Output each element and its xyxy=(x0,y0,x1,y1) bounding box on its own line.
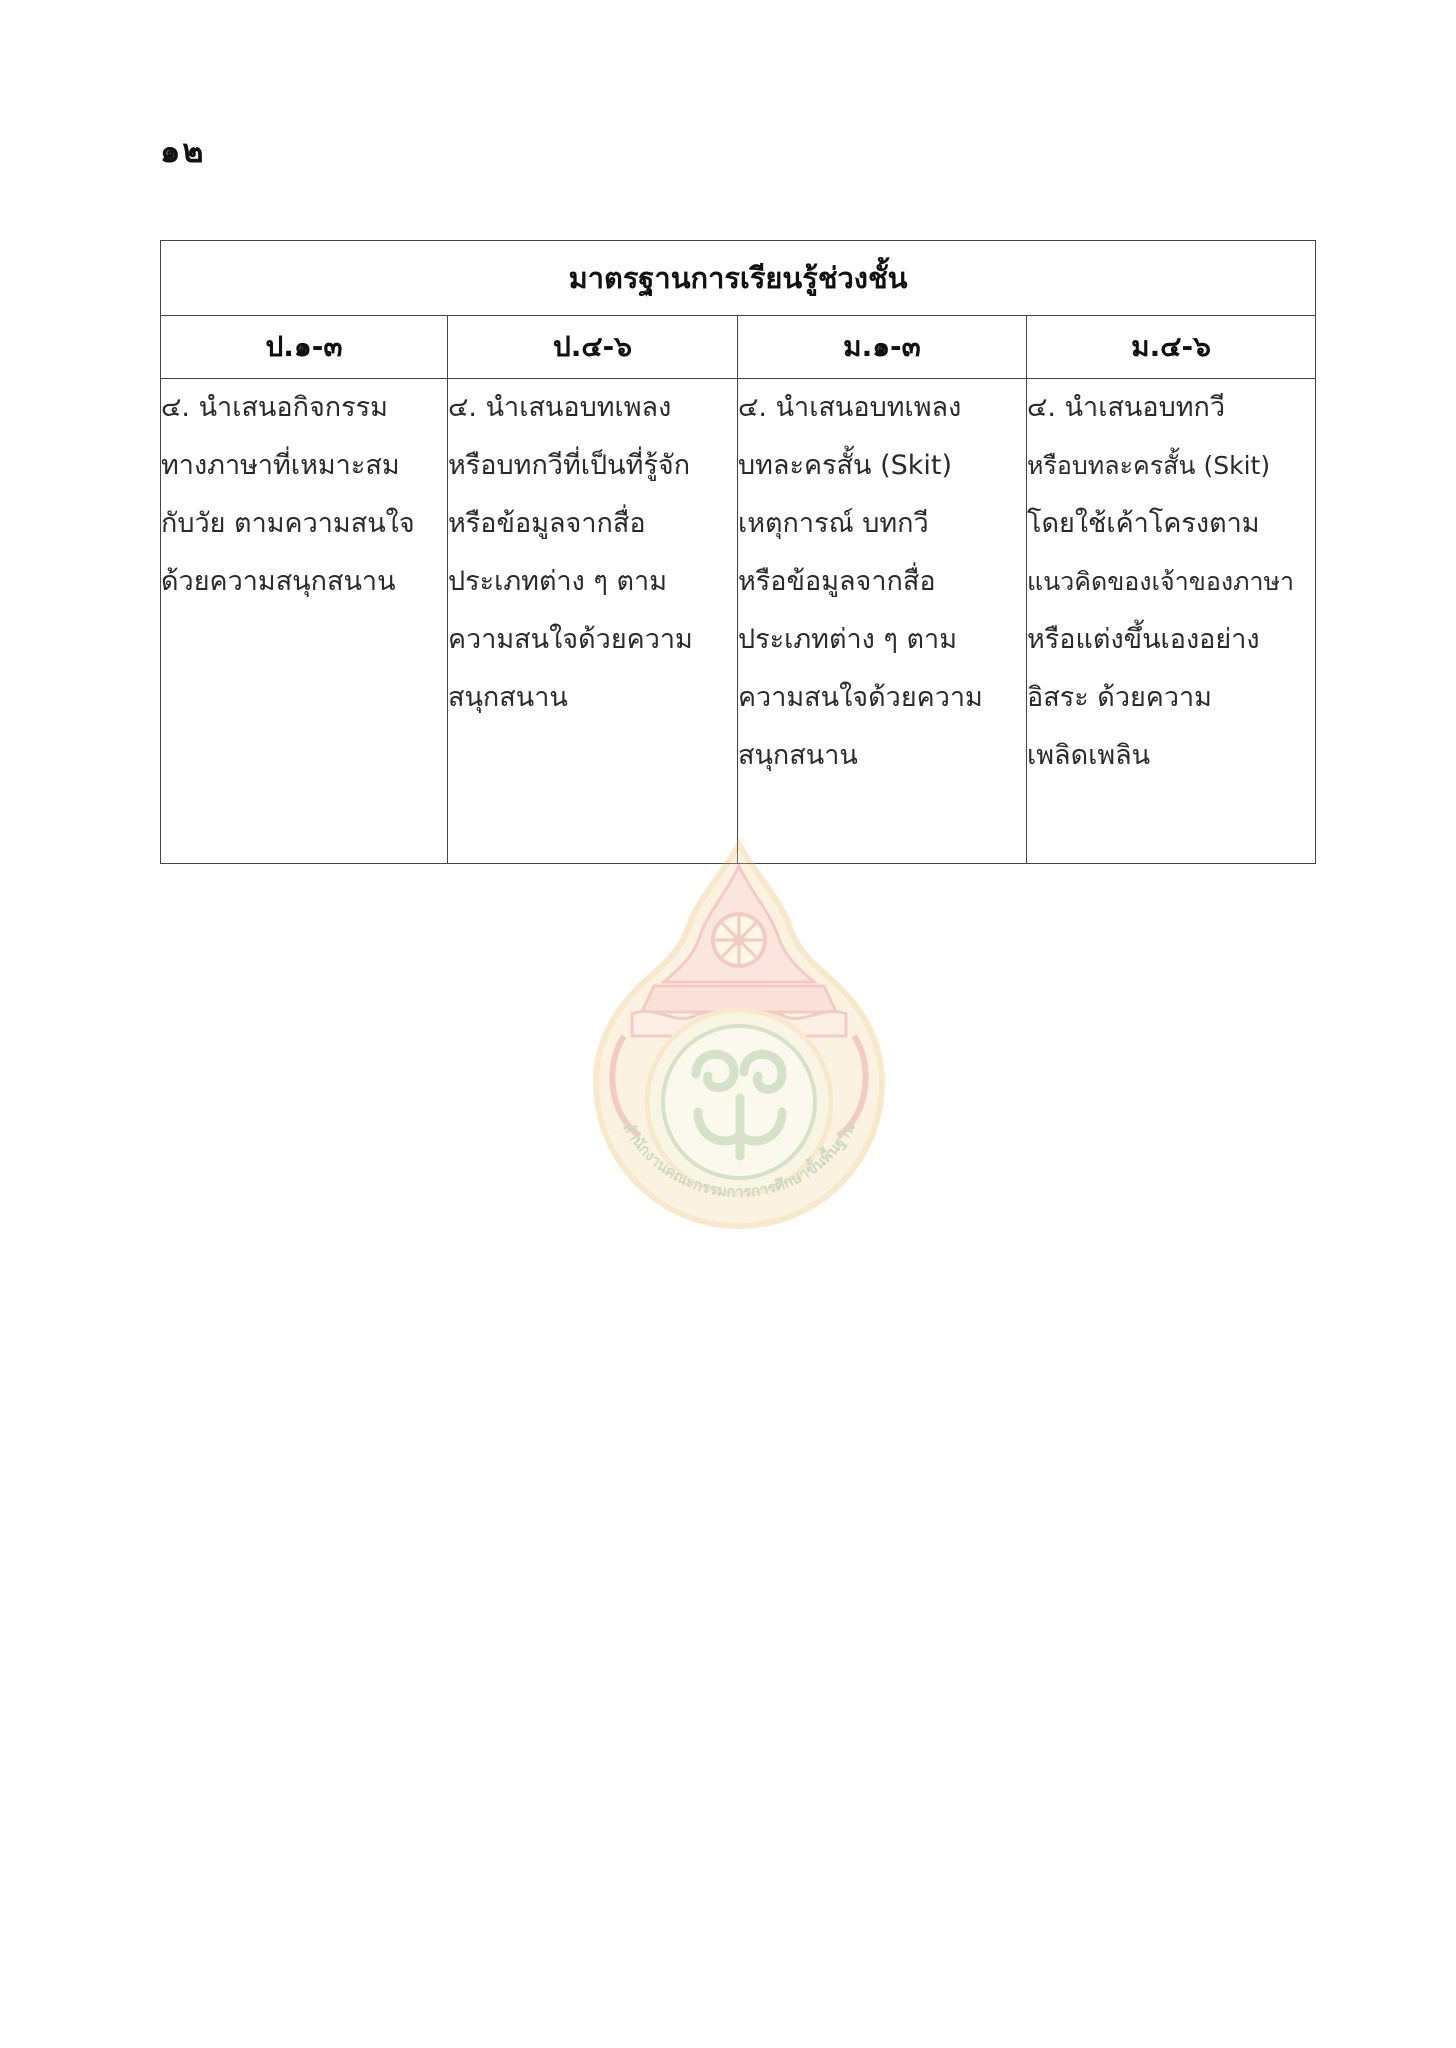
cell-line: โดยใช้เค้าโครงตาม xyxy=(1027,508,1260,539)
column-header-p4-6: ป.๔-๖ xyxy=(448,316,738,379)
standard-cell-p1-3 xyxy=(161,379,448,864)
cell-line: บทละครสั้น (Skit) xyxy=(738,450,952,481)
cell-line: หรือข้อมูลจากสื่อ xyxy=(738,566,936,597)
page-number: ๑๒ xyxy=(160,132,206,170)
cell-line: ทางภาษาที่เหมาะสม xyxy=(161,450,400,481)
cell-line: เหตุการณ์ บทกวี xyxy=(738,508,929,539)
cell-line: สนุกสนาน xyxy=(448,682,568,713)
cell-line: หรือแต่งขึ้นเองอย่าง xyxy=(1027,624,1260,655)
cell-line: ๔. นำเสนอกิจกรรม xyxy=(161,392,388,423)
cell-line: ประเภทต่าง ๆ ตาม xyxy=(738,624,958,655)
cell-line: ความสนใจด้วยความ xyxy=(448,624,693,655)
cell-line: ๔. นำเสนอบทเพลง xyxy=(448,392,672,423)
column-header-m4-6: ม.๔-๖ xyxy=(1027,316,1316,379)
obec-seal-watermark-icon xyxy=(584,836,894,1236)
cell-line: แนวคิดของเจ้าของภาษา xyxy=(1027,567,1295,596)
cell-line: เพลิดเพลิน xyxy=(1027,740,1151,771)
cell-line: ๔. นำเสนอบทเพลง xyxy=(738,392,962,423)
cell-line: สนุกสนาน xyxy=(738,740,858,771)
column-header-p1-3: ป.๑-๓ xyxy=(161,316,448,379)
cell-line: ๔. นำเสนอบทกวี xyxy=(1027,392,1226,423)
standard-cell-m4-6 xyxy=(1027,379,1316,864)
table-title-row xyxy=(161,241,1316,316)
cell-line: ประเภทต่าง ๆ ตาม xyxy=(448,566,668,597)
cell-line: หรือบทละครสั้น (Skit) xyxy=(1027,451,1271,480)
cell-line: กับวัย ตามความสนใจ xyxy=(161,508,415,539)
cell-line: อิสระ ด้วยความ xyxy=(1027,682,1212,713)
table-title: มาตรฐานการเรียนรู้ช่วงชั้น xyxy=(161,241,1316,316)
cell-line: หรือบทกวีที่เป็นที่รู้จัก xyxy=(448,450,691,481)
cell-line: ความสนใจด้วยความ xyxy=(738,682,983,713)
table-header-row xyxy=(161,316,1316,379)
seal-caption: สำนักงานคณะกรรมการการศึกษาขั้นพื้นฐาน xyxy=(619,1119,859,1202)
dharma-wheel xyxy=(713,914,765,966)
cell-line: ด้วยความสนุกสนาน xyxy=(161,566,396,597)
learning-standards-table xyxy=(160,240,1316,864)
cell-line: หรือข้อมูลจากสื่อ xyxy=(448,508,646,539)
standard-cell-m1-3 xyxy=(738,379,1027,864)
table-row xyxy=(161,379,1316,864)
standard-cell-p4-6 xyxy=(448,379,738,864)
column-header-m1-3: ม.๑-๓ xyxy=(738,316,1027,379)
